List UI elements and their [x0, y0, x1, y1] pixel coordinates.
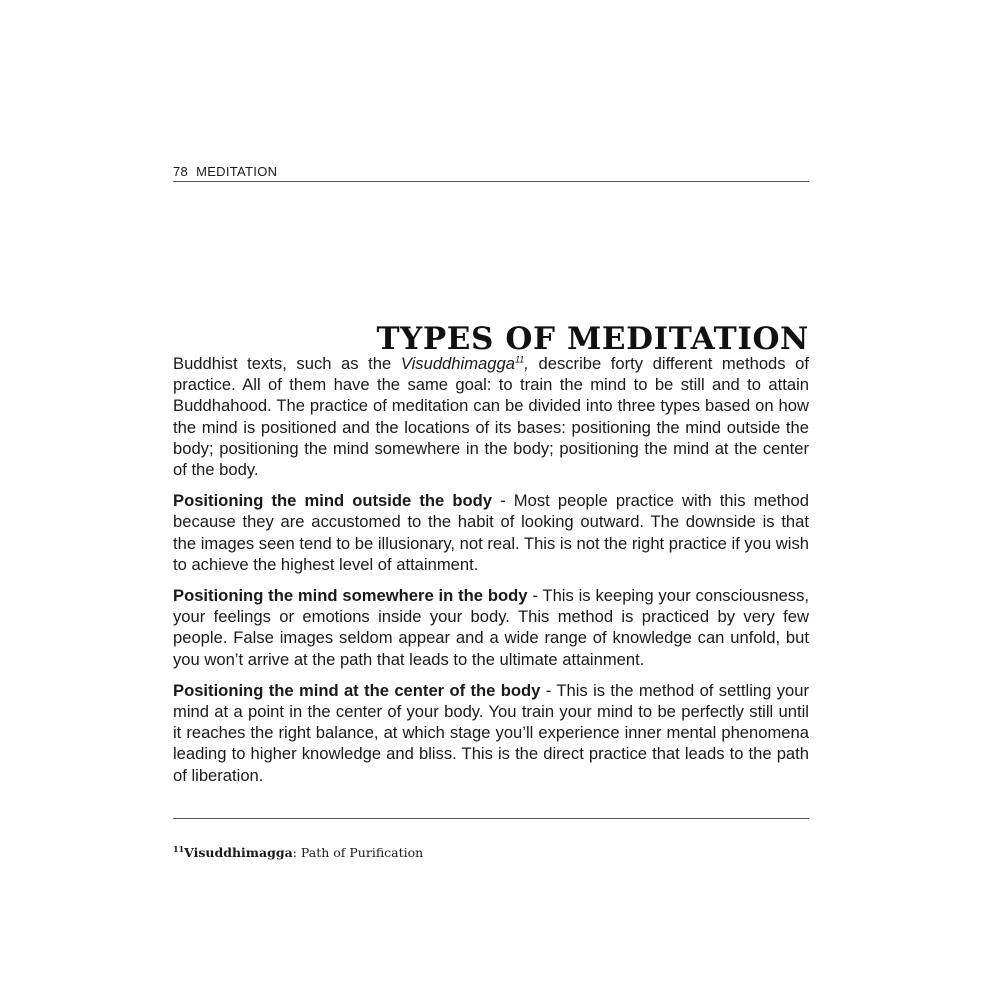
intro-before-ref: Buddhist texts, such as the: [173, 354, 401, 373]
footnote-number: 11: [173, 843, 185, 854]
method-text: - This is keeping your consciousness, your feelings or emotions inside your body. This method is practiced by very few people. False images seldom appear and a wide range of knowledge can unfold, but you won’t arrive at the path that leads to the ultimate attainment.: [173, 586, 809, 669]
intro-after-ref: describe forty different methods of practice. All of them have the same goal: to train the mind to be still and to attain Buddhahood. The practice of meditation can be divided into three types based on how the mind is positioned and the locations of its bases: positioning the mind outside the body; positioning the mind somewhere in the body; positioning the mind at the center of the body.: [173, 354, 809, 480]
intro-ref-comma: ,: [524, 354, 529, 373]
method-paragraph-outside: [173, 490, 809, 575]
method-title: Positioning the mind somewhere in the body: [173, 586, 528, 606]
method-title: Positioning the mind at the center of the body: [173, 680, 541, 700]
intro-ref-title: Visuddhimagga: [400, 354, 515, 373]
footnote-term: Visuddhimagga: [184, 845, 293, 860]
body-text: [173, 353, 809, 796]
running-head: [173, 165, 809, 182]
method-paragraph-center: [173, 680, 809, 786]
method-paragraph-somewhere: [173, 585, 809, 670]
method-text: - This is the method of settling your mind at a point in the center of your body. You train your mind to be perfectly still until it reaches the right balance, at which stage you’ll experience inner mental phenomena leading to higher knowledge and bliss. This is the direct practice that leads to the path of liberation.: [173, 680, 809, 785]
page-number: 78: [173, 164, 189, 179]
chapter-title: TYPES OF MEDITATION: [376, 320, 809, 357]
footnote: [173, 845, 809, 861]
intro-paragraph: [173, 353, 809, 480]
method-title: Positioning the mind outside the body: [173, 491, 493, 511]
footnote-separator: :: [292, 845, 301, 860]
footnote-marker: 11: [514, 354, 525, 365]
section-name: MEDITATION: [196, 164, 278, 179]
footnote-definition: Path of Purification: [300, 845, 424, 860]
footnote-divider: [173, 818, 809, 819]
method-text: - Most people practice with this method because they are accustomed to the habit of looking outward. The downside is that the images seen tend to be illusionary, not real. This is not the right practice if you wish to achieve the highest level of attainment.: [173, 491, 809, 574]
